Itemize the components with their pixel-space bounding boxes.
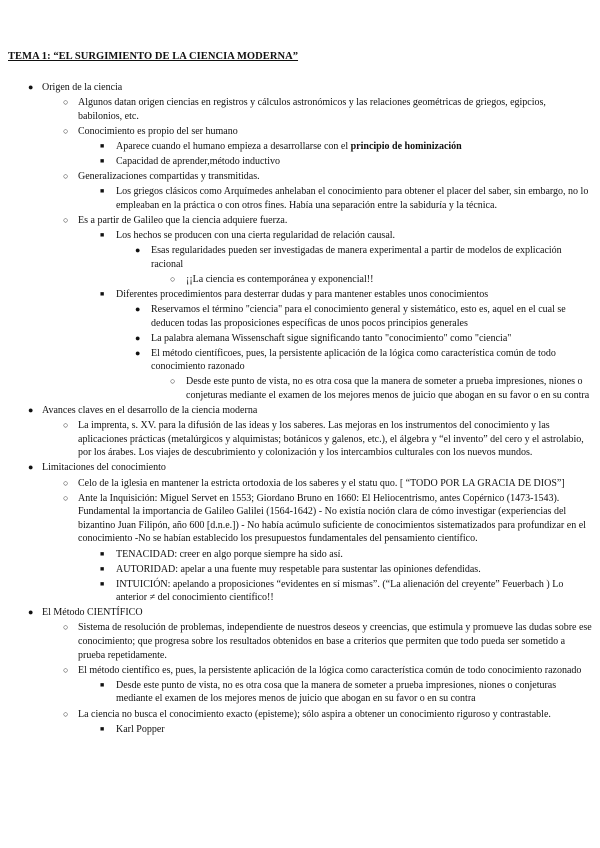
list-item: ■ Los hechos se producen con una cierta regularidad de relación causal. bbox=[100, 229, 396, 241]
bullet-disc: ● bbox=[28, 405, 34, 416]
bullet-circle: ○ bbox=[63, 97, 69, 108]
bold-term: principio de hominización bbox=[350, 140, 462, 152]
section-heading: Limitaciones del conocimiento bbox=[42, 462, 166, 474]
bullet-circle: ○ bbox=[63, 125, 69, 136]
bullet-circle: ○ bbox=[170, 376, 176, 387]
bullet-square: ■ bbox=[100, 680, 105, 689]
bullet-square: ■ bbox=[100, 289, 105, 298]
list-item: ■ TENACIDAD: creer en algo porque siempre ha sido así. bbox=[100, 548, 343, 560]
bullet-square: ■ bbox=[100, 564, 105, 573]
bullet-circle: ○ bbox=[63, 171, 69, 182]
list-item: ○ Generalizaciones compartidas y transmitidas. bbox=[63, 171, 260, 183]
section-heading: El Método CIENTÍFICO bbox=[42, 607, 143, 619]
bullet-disc: ● bbox=[135, 303, 141, 314]
list-item: ○ Conocimiento es propio del ser humano bbox=[63, 125, 238, 137]
list-item: ● La palabra alemana Wissenschaft sigue significando tanto "conocimiento" como "ciencia" bbox=[135, 332, 512, 344]
section-heading: Origen de la ciencia bbox=[42, 82, 123, 93]
list-item: ○ Desde este punto de vista, no es otra cosa que la manera de someter a prueba impresiones, niones o conjeturas mediante el examen de los mejores menos de juicio que abogan en su favor o en su contra bbox=[170, 376, 590, 401]
list-item: ○ Es a partir de Galileo que la ciencia adquiere fuerza. bbox=[63, 214, 288, 226]
list-item: ■ Diferentes procedimientos para desterrar dudas y para mantener estables unos conocimientos bbox=[100, 288, 489, 300]
list-item: ■ Karl Popper bbox=[100, 723, 165, 735]
bullet-square: ■ bbox=[100, 230, 105, 239]
list-item: ○ La imprenta, s. XV. para la difusión de las ideas y los saberes. Las mejoras en los instrumentos del conocimiento y las aplicaciones prácticas (metalúrgicos y alquimistas; botánicos y galenos, etc.), el álgebra y “el invento” del cero y el astrolabio, por los árabes. Los viajes de descubrimiento y colonización y los intercambios culturales con los nuevos mundos. bbox=[63, 420, 584, 459]
list-item: ■ AUTORIDAD: apelar a una fuente muy respetable para sustentar las opiniones defendidas. bbox=[100, 563, 481, 575]
section-heading: Avances claves en el desarrollo de la ciencia moderna bbox=[42, 405, 258, 417]
section-origen bbox=[0, 81, 600, 95]
bullet-disc: ● bbox=[28, 82, 34, 92]
bullet-square: ■ bbox=[100, 187, 105, 196]
bullet-circle: ○ bbox=[170, 273, 176, 284]
bullet-disc: ● bbox=[135, 245, 141, 256]
bullet-circle: ○ bbox=[63, 708, 69, 719]
bullet-circle: ○ bbox=[63, 664, 69, 675]
bullet-disc: ● bbox=[135, 347, 141, 358]
bullet-circle: ○ bbox=[63, 214, 69, 225]
document-title: TEMA 1: “EL SURGIMIENTO DE LA CIENCIA MODERNA” bbox=[8, 51, 299, 62]
section-limitaciones bbox=[0, 461, 600, 475]
bullet-circle: ○ bbox=[63, 420, 69, 431]
list-item: ○ Sistema de resolución de problemas, independiente de nuestros deseos y creencias, que estimula y promueve las dudas sobre ese conocimiento; que progresa sobre los resultados obtenidos en base a criterios que permiten que todo pueda ser sometido a prueba repetidamente. bbox=[63, 622, 592, 661]
bullet-square: ■ bbox=[100, 579, 105, 588]
bullet-circle: ○ bbox=[63, 492, 69, 503]
list-item: ■ Los griegos clásicos como Arquímedes anhelaban el conocimiento para obtener el placer del saber, sin embargo, no lo empleaban en la práctica o con otros fines. Había una separación entre la sabiduría y la técnica. bbox=[100, 186, 589, 211]
list-item: ○ Ante la Inquisición: Miguel Servet en 1553; Giordano Bruno en 1660: El Heliocentrismo, antes Copérnico (1473-1543). Fundamental la importancia de Galileo Galilei (1564-1642) - No existía noción clara de cómo investigar (experiencias del bizantino Juan Filipón, año 600 [d.n.e.]) - No había acúmulo suficiente de conocimientos sistematizados para profundizar en el conocimiento -No se habían establecido los presupuestos fundamentales del pensamiento científico. bbox=[63, 492, 586, 545]
bullet-square: ■ bbox=[100, 724, 105, 733]
list-item: ○ Algunos datan origen ciencias en registros y cálculos astronómicos y las relaciones geométricas de griegos, egipcios, babilonios, etc. bbox=[63, 97, 546, 122]
bullet-disc: ● bbox=[135, 332, 141, 343]
list-item: ○ Celo de la iglesia en mantener la estricta ortodoxia de los saberes y el statu quo. [ “TODO POR LA GRACIA DE DIOS”] bbox=[63, 477, 565, 489]
list-item: ■ Aparece cuando el humano empieza a desarrollarse con el principio de hominización bbox=[100, 140, 462, 152]
list-item: ■ INTUICIÓN: apelando a proposiciones “evidentes en sí mismas”. (“La alienación del creyente” Feuerbach ) Lo anterior ≠ del conocimiento científico!! bbox=[100, 578, 564, 604]
list-item: ○ El método científico es, pues, la persistente aplicación de la lógica como característica común de todo conocimiento razonado bbox=[63, 664, 582, 676]
bullet-circle: ○ bbox=[63, 622, 69, 633]
bullet-circle: ○ bbox=[63, 477, 69, 488]
section-metodo bbox=[0, 606, 600, 620]
bullet-square: ■ bbox=[100, 141, 105, 150]
list-item: ● Reservamos el término "ciencia" para el conocimiento general y sistemático, esto es, aquel en el cual se deducen todas las proposiciones específicas de unos pocos principios generales bbox=[135, 303, 566, 329]
bullet-disc: ● bbox=[28, 462, 34, 473]
list-item: ● El método científicoes, pues, la persistente aplicación de la lógica como característica común de todo conocimiento razonado bbox=[135, 347, 556, 373]
list-item: ■ Capacidad de aprender,método inductivo bbox=[100, 155, 280, 167]
outline-list bbox=[0, 81, 600, 738]
bullet-square: ■ bbox=[100, 156, 105, 165]
section-avances bbox=[0, 404, 600, 418]
list-item: ○ ¡¡La ciencia es contemporánea y exponencial!! bbox=[170, 273, 374, 285]
list-item: ○ La ciencia no busca el conocimiento exacto (episteme); sólo aspira a obtener un conocimiento riguroso y contrastable. bbox=[63, 708, 551, 720]
list-item: ● Esas regularidades pueden ser investigadas de manera experimental a partir de modelos de explicación racional bbox=[135, 245, 562, 270]
bullet-disc: ● bbox=[28, 607, 34, 618]
list-item: ■ Desde este punto de vista, no es otra cosa que la manera de someter a prueba impresiones, niones o conjeturas mediante el examen de los mejores menos de juicio que abogan en su favor o en su contra bbox=[100, 679, 557, 705]
bullet-square: ■ bbox=[100, 549, 105, 558]
